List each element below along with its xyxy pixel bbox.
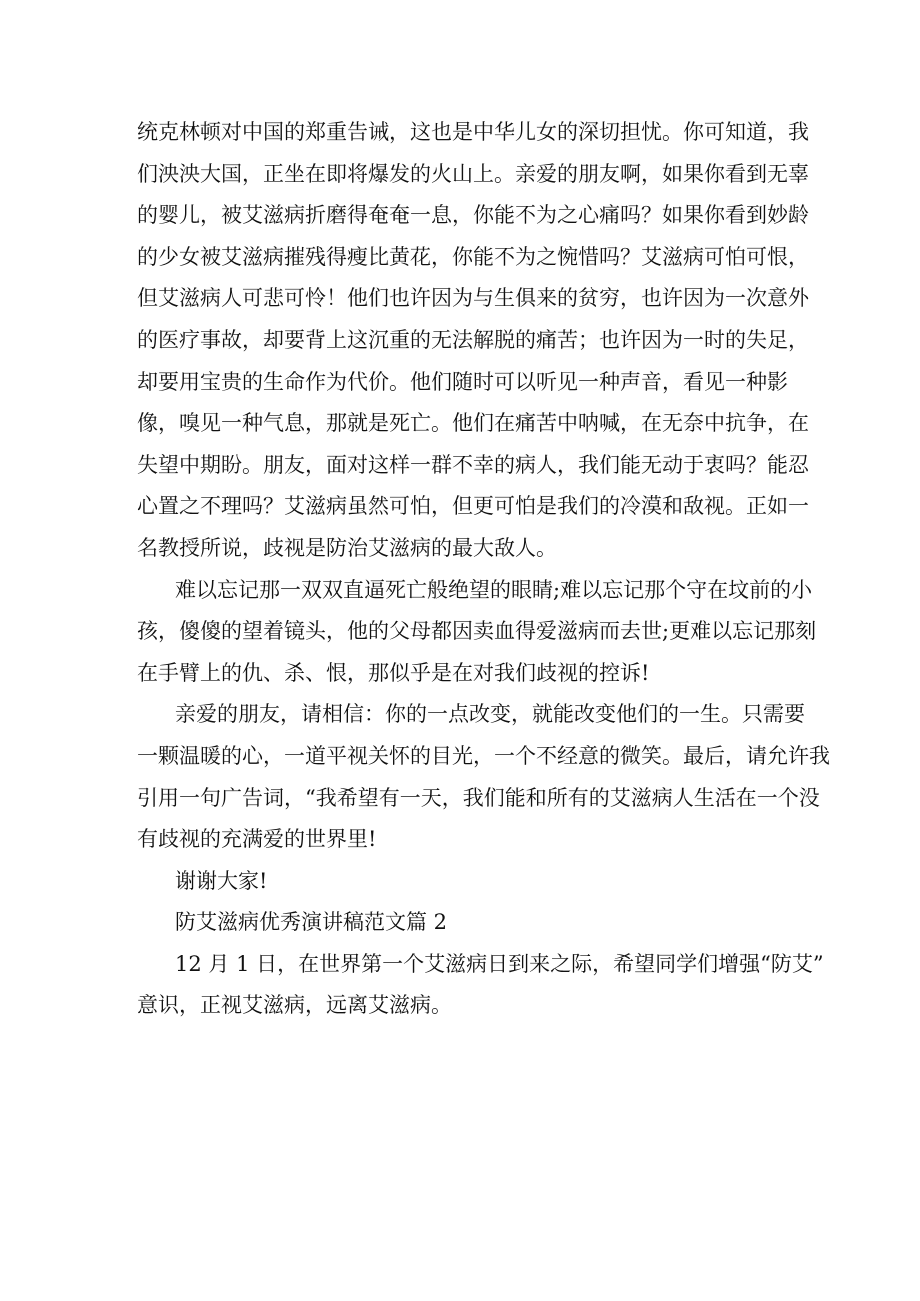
paragraph-3 (137, 694, 830, 860)
text-line: 12 月 1 日，在世界第一个艾滋病日到来之际，希望同学们增强“防艾” (175, 951, 824, 976)
section-heading (137, 902, 797, 944)
paragraph-2 (137, 570, 817, 695)
text-line: 亲爱的朋友，请相信：你的一点改变，就能改变他们的一生。只需要 (175, 702, 805, 727)
text-line: 失望中期盼。朋友，面对这样一群不幸的病人，我们能无动于衷吗？能忍 (137, 452, 809, 477)
text-line: 的婴儿，被艾滋病折磨得奄奄一息，你能不为之心痛吗？如果你看到妙龄 (137, 203, 809, 228)
text-line: 有歧视的充满爱的世界里! (137, 827, 377, 852)
text-line: 孩，傻傻的望着镜头，他的父母都因卖血得爱滋病而去世;更难以忘记那刻 (137, 619, 817, 644)
document-body (137, 112, 830, 1027)
text-line: 们泱泱大国，正坐在即将爆发的火山上。亲爱的朋友啊，如果你看到无辜 (137, 161, 809, 186)
text-line: 像，嗅见一种气息，那就是死亡。他们在痛苦中呐喊，在无奈中抗争，在 (137, 411, 809, 436)
paragraph-4 (137, 944, 824, 1027)
heading-line: 防艾滋病优秀演讲稿范文篇 2 (175, 910, 448, 935)
text-line: 意识，正视艾滋病，远离艾滋病。 (137, 993, 452, 1018)
paragraph-1 (137, 112, 809, 570)
text-line: 心置之不理吗？艾滋病虽然可怕，但更可怕是我们的冷漠和敌视。正如一 (137, 494, 809, 519)
text-line: 一颗温暖的心，一道平视关怀的目光，一个不经意的微笑。最后，请允许我 (137, 743, 830, 768)
text-line: 谢谢大家! (175, 868, 268, 893)
text-line: 却要用宝贵的生命作为代价。他们随时可以听见一种声音，看见一种影 (137, 369, 788, 394)
text-line: 的少女被艾滋病摧残得瘦比黄花，你能不为之惋惜吗？艾滋病可怕可恨， (137, 244, 809, 269)
paragraph-thanks (137, 861, 797, 903)
text-line: 难以忘记那一双双直逼死亡般绝望的眼睛;难以忘记那个守在坟前的小 (175, 577, 813, 602)
text-line: 在手臂上的仇、杀、恨，那似乎是在对我们歧视的控诉! (137, 660, 650, 685)
text-line: 但艾滋病人可悲可怜！他们也许因为与生俱来的贫穷，也许因为一次意外 (137, 286, 809, 311)
text-line: 名教授所说，歧视是防治艾滋病的最大敌人。 (137, 535, 557, 560)
text-line: 统克林顿对中国的郑重告诫，这也是中华儿女的深切担忧。你可知道，我 (137, 120, 809, 144)
text-line: 的医疗事故，却要背上这沉重的无法解脱的痛苦；也许因为一时的失足， (137, 327, 809, 352)
text-line: 引用一句广告词，“我希望有一天，我们能和所有的艾滋病人生活在一个没 (137, 785, 820, 810)
